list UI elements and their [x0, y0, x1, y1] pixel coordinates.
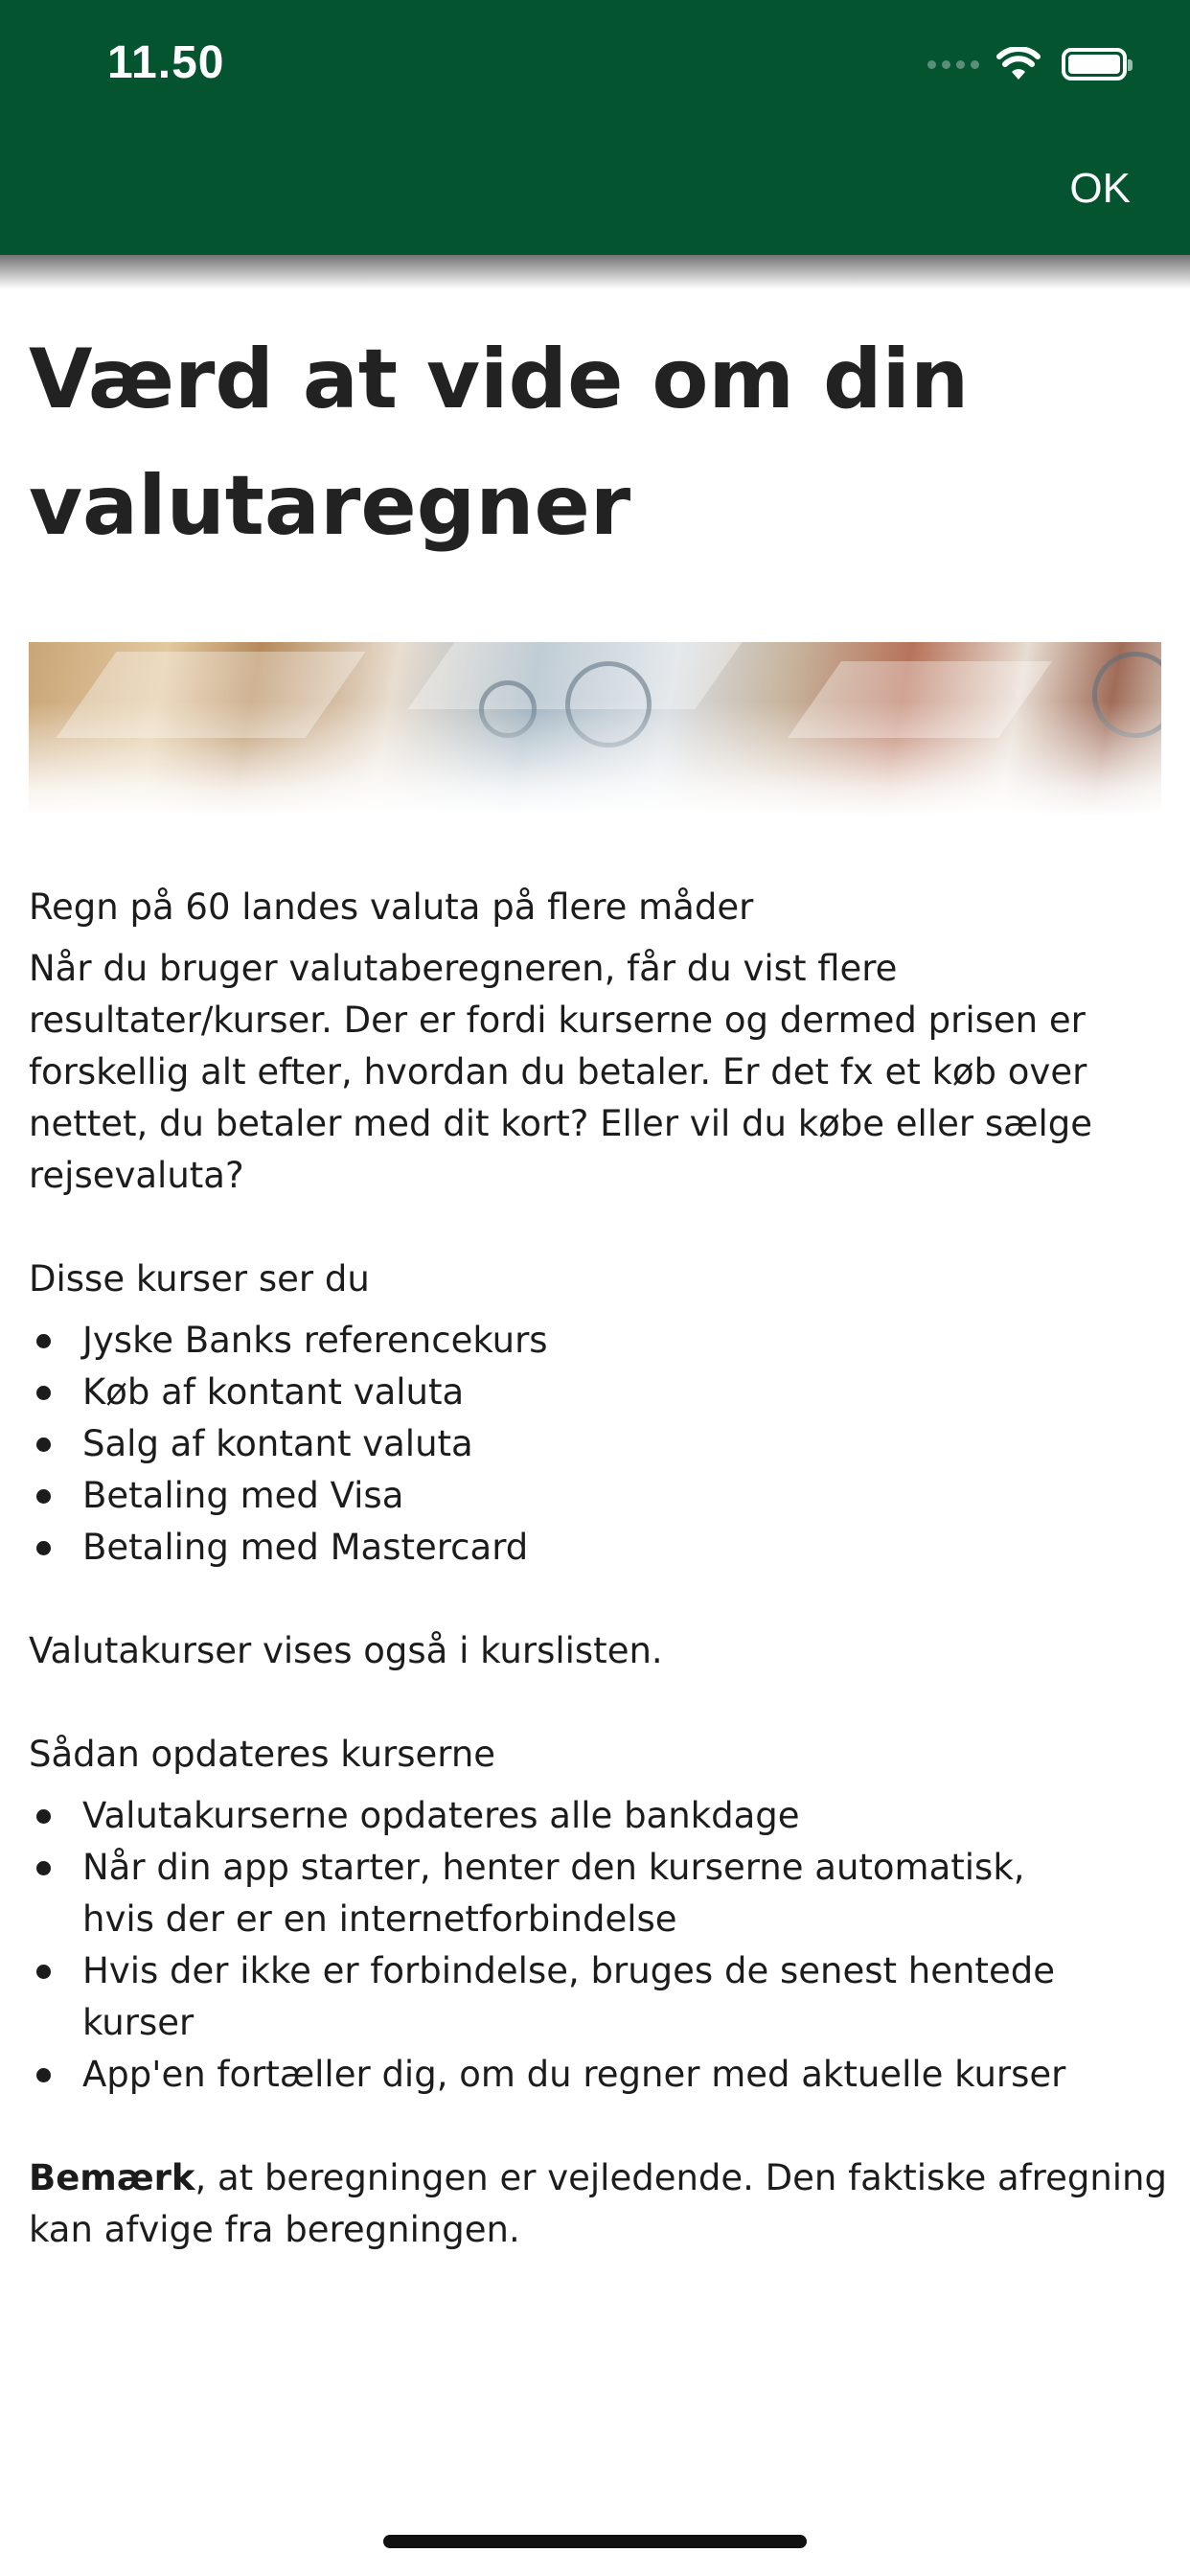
section-text-currencies: Når du bruger valutaberegneren, får du vist flere resultater/kurser. Der er fordi kurserne og dermed prisen er forskellig alt efter, hvordan du betaler. Er det fx et køb over nettet, du betaler med dit kort? Eller vil du købe eller sælge rejsevaluta?	[29, 948, 1092, 1196]
app-header	[0, 0, 1190, 255]
list-item: Hvis der ikke er forbindelse, bruges de senest hentede kurser	[29, 1945, 1092, 2049]
home-indicator[interactable]	[383, 2535, 807, 2548]
disclaimer-bold: Bemærk	[29, 2157, 195, 2198]
list-item: Betaling med Mastercard	[29, 1522, 1092, 1574]
rates-list	[29, 1315, 1169, 1574]
list-item: Jyske Banks referencekurs	[29, 1315, 1092, 1367]
kursliste-text: Valutakurser vises også i kurslisten.	[29, 1630, 663, 1671]
section-heading-rates: Disse kurser ser du	[29, 1258, 370, 1300]
status-icons	[927, 43, 1127, 85]
header-shadow	[0, 255, 1190, 289]
wifi-icon	[996, 47, 1041, 81]
bullet-icon	[36, 1386, 51, 1400]
battery-icon	[1062, 48, 1127, 80]
status-time: 11.50	[107, 37, 225, 88]
list-item: Valutakurserne opdateres alle bankdage	[29, 1790, 1092, 1842]
page-title: Værd at vide om din valutaregner	[29, 332, 970, 554]
disclaimer-text: , at beregningen er vejledende. Den faktiske afregning kan afvige fra beregningen.	[29, 2157, 1167, 2250]
list-item: App'en fortæller dig, om du regner med aktuelle kurser	[29, 2049, 1092, 2101]
bullet-icon	[36, 1861, 51, 1875]
list-item: Når din app starter, henter den kurserne automatisk, hvis der er en internetforbindelse	[29, 1842, 1092, 1945]
list-item: Betaling med Visa	[29, 1470, 1092, 1522]
updates-list	[29, 1790, 1169, 2101]
bullet-icon	[36, 1438, 51, 1452]
section-heading-currencies: Regn på 60 landes valuta på flere måder	[29, 886, 754, 928]
bullet-icon	[36, 2068, 51, 2082]
list-item: Salg af kontant valuta	[29, 1418, 1092, 1470]
section-heading-updates: Sådan opdateres kurserne	[29, 1734, 496, 1775]
bullet-icon	[36, 1489, 51, 1504]
article-content	[29, 316, 1169, 2256]
bullet-icon	[36, 1334, 51, 1348]
signal-icon	[927, 60, 979, 69]
bullet-icon	[36, 1541, 51, 1555]
bullet-icon	[36, 1965, 51, 1979]
currency-banner-image	[29, 642, 1161, 816]
ok-button[interactable]: OK	[1069, 165, 1131, 212]
list-item: Køb af kontant valuta	[29, 1367, 1092, 1418]
bullet-icon	[36, 1809, 51, 1824]
disclaimer-note	[29, 2152, 1169, 2256]
